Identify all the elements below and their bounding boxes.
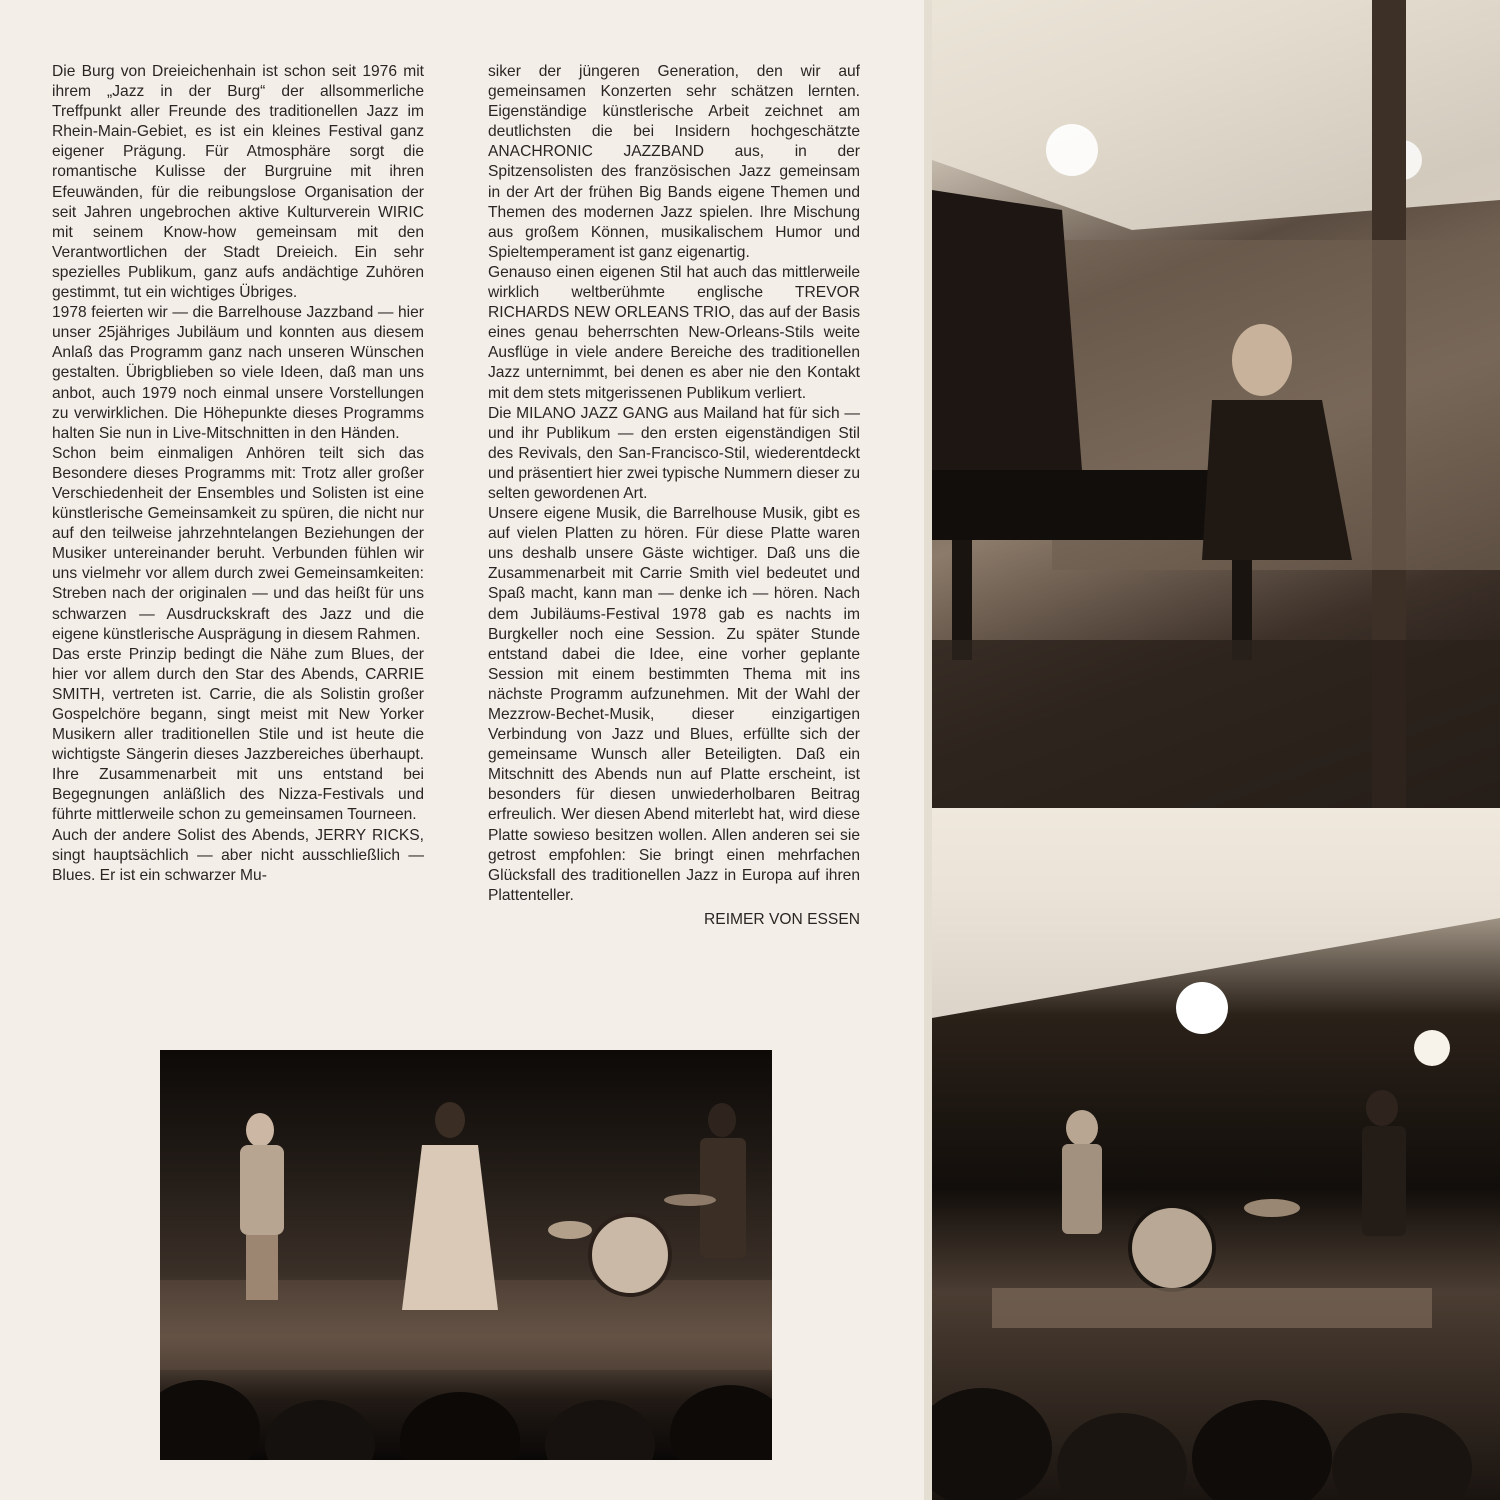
right-text-column bbox=[488, 62, 860, 930]
stage-band-photo bbox=[160, 1050, 772, 1460]
pianist-photo bbox=[932, 0, 1500, 808]
pianist-illustration bbox=[932, 0, 1500, 808]
stage-band-illustration bbox=[160, 1050, 772, 1460]
paragraph: Auch der andere Solist des Abends, JERRY RICKS, singt hauptsächlich — aber nicht ausschließlich — Blues. Er ist ein schwarzer Mu- bbox=[52, 826, 424, 884]
night-stage-photo bbox=[932, 808, 1500, 1500]
author-signature: REIMER VON ESSEN bbox=[704, 910, 860, 928]
paragraph: 1978 feierten wir — die Barrelhouse Jazzband — hier unser 25jähriges Jubiläum und konnten aus diesem Anlaß das Programm ganz nach unseren Wünschen gestalten. Übrigblieben so viele Ideen, daß man uns anbot, auch 1979 noch einmal unsere Vorstellungen zu verwirklichen. Die Höhepunkte dieses Programms halten Sie nun in Live-Mitschnitten in den Händen. bbox=[52, 304, 424, 442]
paragraph: Das erste Prinzip bedingt die Nähe zum Blues, der hier vor allem durch den Star des Abends, CARRIE SMITH, vertreten ist. Carrie, die als Solistin großer Gospelchöre begann, singt meist mit New Yorker Musikern aller traditionellen Stile und ist heute die wichtigste Sängerin dieses Jazzbereiches überhaupt. Ihre Zusammenarbeit mit uns entstand bei Begegnungen anläßlich des Nizza-Festivals und führte mittlerweile schon zu gemeinsamen Tourneen. bbox=[52, 645, 424, 824]
paragraph: Unsere eigene Musik, die Barrelhouse Musik, gibt es auf vielen Platten zu hören. Für diese Platte waren uns deshalb unsere Gäste wichtiger. Daß uns die Zusammenarbeit mit Carrie Smith viel bedeutet und Spaß macht, kann man — denke ich — hören. Nach dem Jubiläums-Festival 1978 gab es nachts im Burgkeller noch eine Session. Zu später Stunde entstand dabei die Idee, eine vorher geplante Session mit einem bestimmten Thema mit ins nächste Programm aufzunehmen. Mit der Wahl der Mezzrow-Bechet-Musik, dieser einzigartigen Verbindung von Jazz und Blues, erfüllte sich der gemeinsame Wunsch aller Beteiligten. Daß ein Mitschnitt des Abends nun auf Platte erscheint, ist besonders für diesen unwiederholbaren Beitrag erfreulich. Wer diesen Abend miterlebt hat, wird diese Platte sowieso besitzen wollen. Allen anderen sei sie getrost empfohlen: Sie bringt einen mehrfachen Glücksfall des traditionellen Jazz in Europa auf ihren Plattenteller. bbox=[488, 505, 860, 904]
night-stage-illustration bbox=[932, 808, 1500, 1500]
paragraph: Die MILANO JAZZ GANG aus Mailand hat für sich — und ihr Publikum — den ersten eigenständigen Stil des Revivals, den San-Francisco-Stil, wiederentdeckt und präsentiert hier zwei typische Nummern dieser zu selten gewordenen Art. bbox=[488, 404, 860, 502]
paragraph: Schon beim einmaligen Anhören teilt sich das Besondere dieses Programms mit: Trotz aller großer Verschiedenheit der Ensembles und Solisten ist eine künstlerische Gemeinsamkeit zu spüren, die nicht nur auf den teilweise jahrzehntelangen Beziehungen der Musiker untereinander beruht. Verbunden fühlen wir uns vielmehr vor allem durch zwei Gemeinsamkeiten: Streben nach der originalen — und das heißt für uns schwarzen — Ausdruckskraft des Jazz und die eigene künstlerische Ausprägung in diesem Rahmen. bbox=[52, 444, 424, 643]
paragraph: Die Burg von Dreieichenhain ist schon seit 1976 mit ihrem „Jazz in der Burg“ der allsommerliche Treffpunkt aller Freunde des traditionellen Jazz im Rhein-Main-Gebiet, es ist ein kleines Festival ganz eigener Prägung. Für Atmosphäre sorgt die romantische Kulisse der Burgruine mit ihren Efeuwänden, für die reibungslose Organisation der seit Jahren ungebrochen aktive Kulturverein WIRIC mit seinem Know-how gemeinsam mit den Verantwortlichen der Stadt Dreieich. Ein sehr spezielles Publikum, ganz aufs andächtige Zuhören gestimmt, tut ein wichtiges Übriges. bbox=[52, 63, 424, 302]
page-gutter bbox=[924, 0, 932, 1500]
paragraph: siker der jüngeren Generation, den wir auf gemeinsamen Konzerten sehr schätzen lernten. Eigenständige künstlerische Arbeit zeichnet am deutlichsten die bei Insidern hochgeschätzte ANACHRONIC JAZZBAND aus, in der Spitzensolisten des französischen Jazz gemeinsam in der Art der frühen Big Bands eigene Themen und Themen des modernen Jazz spielen. Ihre Mischung aus großem Können, musikalischem Humor und Spieltemperament ist ganz eigenartig. bbox=[488, 63, 860, 261]
paragraph: Genauso einen eigenen Stil hat auch das mittlerweile wirklich weltberühmte englische TREVOR RICHARDS NEW ORLEANS TRIO, das auf der Basis eines genau beherrschten New-Orleans-Stils weite Ausflüge in viele andere Bereiche des traditionellen Jazz unternimmt, bei denen es aber nie den Kontakt mit dem stets mitgerissenen Publikum verliert. bbox=[488, 263, 860, 402]
left-text-column bbox=[52, 62, 424, 886]
